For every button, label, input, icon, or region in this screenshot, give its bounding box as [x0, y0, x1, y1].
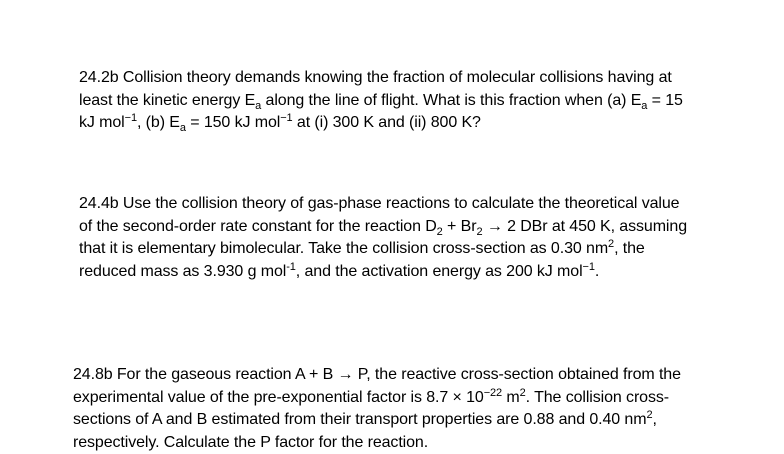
- text-run: .: [595, 263, 599, 280]
- text-run: , the: [614, 240, 645, 257]
- superscript: −1: [583, 261, 595, 273]
- text-run: ,: [653, 411, 657, 428]
- text-run: , (b) E: [137, 114, 180, 131]
- text-run: . The collision cross-: [526, 389, 669, 406]
- text-run: , and the activation energy as 200 kJ mol: [296, 263, 583, 280]
- text-run: that it is elementary bimolecular. Take the collision cross-section as 0.30 nm: [79, 240, 608, 257]
- problem-text-line: [73, 409, 681, 432]
- superscript: −1: [125, 112, 137, 124]
- problem-text-line: [79, 67, 683, 90]
- superscript: −22: [484, 387, 502, 399]
- text-run: 24.8b For the gaseous reaction A + B → P, the reactive cross-section obtained from the: [73, 366, 681, 383]
- superscript: 2: [520, 387, 526, 399]
- text-run: least the kinetic energy E: [79, 92, 255, 109]
- text-run: 24.2b Collision theory demands knowing the fraction of molecular collisions having at: [79, 69, 672, 86]
- subscript: a: [255, 100, 261, 112]
- superscript: 2: [608, 238, 614, 250]
- text-run: m: [502, 389, 520, 406]
- subscript: 2: [476, 226, 482, 238]
- text-run: reduced mass as 3.930 g mol: [79, 263, 286, 280]
- subscript: a: [180, 122, 186, 134]
- problem-text-line: [79, 261, 687, 284]
- text-run: respectively. Calculate the P factor for the reaction.: [73, 434, 428, 451]
- subscript: 2: [437, 226, 443, 238]
- problem-text-line: [73, 364, 681, 387]
- subscript: a: [641, 100, 647, 112]
- text-run: of the second-order rate constant for the reaction D: [79, 218, 437, 235]
- text-run: experimental value of the pre-exponential factor is 8.7 × 10: [73, 389, 484, 406]
- superscript: −1: [280, 112, 292, 124]
- text-run: 24.4b Use the collision theory of gas-phase reactions to calculate the theoretical value: [79, 195, 679, 212]
- problem-24-2b: [79, 67, 683, 135]
- text-run: at (i) 300 K and (ii) 800 K?: [293, 114, 481, 131]
- text-run: + Br: [443, 218, 477, 235]
- problem-text-line: [73, 432, 681, 454]
- problem-text-line: [79, 238, 687, 261]
- text-run: = 150 kJ mol: [186, 114, 280, 131]
- problem-text-line: [73, 387, 681, 410]
- problem-24-4b: [79, 193, 687, 283]
- problem-text-line: [79, 90, 683, 113]
- problem-text-line: [79, 216, 687, 239]
- superscript: -1: [286, 261, 296, 273]
- problem-text-line: [79, 193, 687, 216]
- superscript: 2: [646, 409, 652, 421]
- text-run: = 15: [647, 92, 683, 109]
- text-run: sections of A and B estimated from their transport properties are 0.88 and 0.40 nm: [73, 411, 646, 428]
- text-run: along the line of flight. What is this fraction when (a) E: [261, 92, 641, 109]
- text-run: kJ mol: [79, 114, 125, 131]
- problem-text-line: [79, 112, 683, 135]
- text-run: → 2 DBr at 450 K, assuming: [482, 218, 687, 235]
